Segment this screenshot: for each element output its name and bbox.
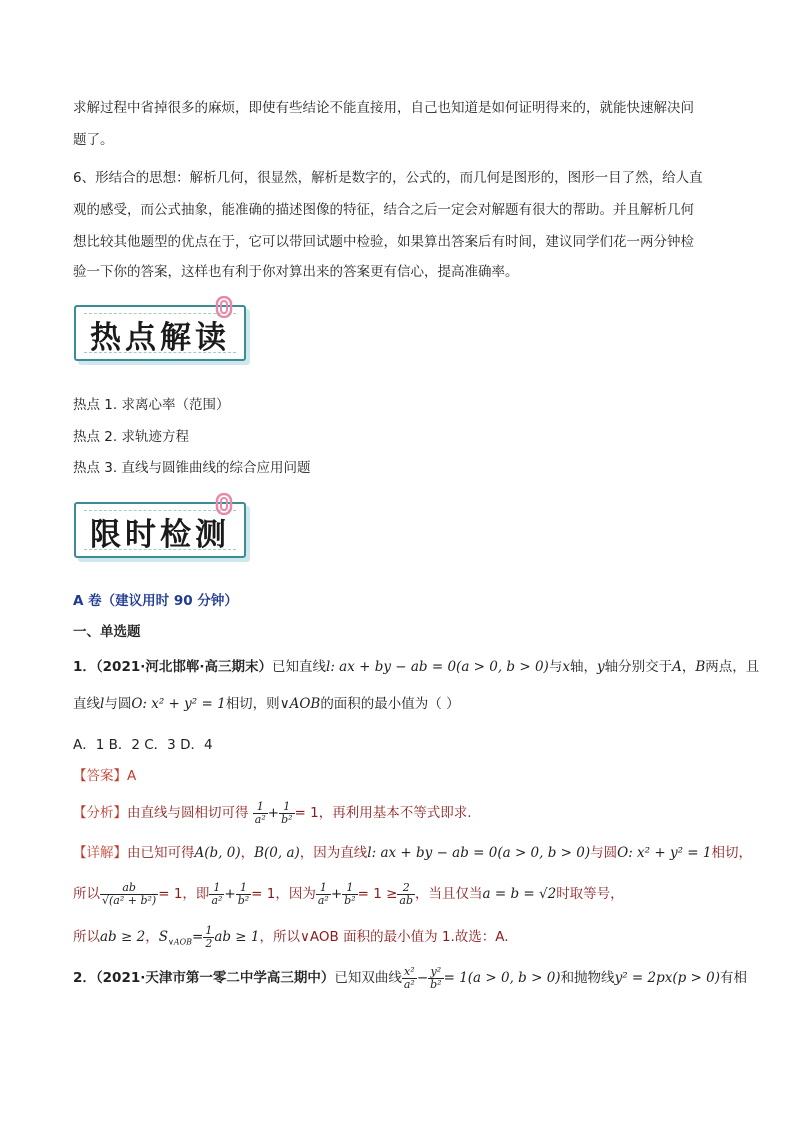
denominator: a² [254,812,266,826]
numerator: 1 [342,882,357,895]
math-expr: l: ax + by − ab = 0(a > 0, b > 0) [326,659,549,675]
stem-text: 与圆 [104,696,132,712]
detail-text: 所以 [73,929,100,945]
math-expr: x [562,659,570,675]
math-expr: B [695,659,706,675]
math-expr: O: x² + y² = 1 [131,696,226,712]
analysis-text: 由直线与圆相切可得 [127,805,249,821]
stem-text: 相切，则 [225,696,280,712]
point6-line-1: 6、形结合的思想：解析几何，很显然，解析是数字的，公式的，而几何是图形的，图形一目了然，给人直 [73,170,703,186]
math-expr: B(0, a) [254,845,300,861]
stem-text: 轴， [569,659,597,675]
denominator: ab [399,893,414,907]
question-number: 1． [73,659,96,675]
stem-text: 轴分别交于 [604,659,673,675]
question-source: （2021·河北邯郸·高三期末） [95,659,272,675]
stem-text: 有相 [720,970,747,986]
detail-tag: 【详解】 [73,845,127,861]
stem-text: 两点，且 [705,659,760,675]
math-expr: y [596,659,605,675]
detail-text: = 1，即 [158,886,210,902]
stem-text: 已知直线 [272,659,326,675]
detail-text: ， [145,929,159,945]
question-2-line-1: 2．（2021·天津市第一零二中学高三期中）已知双曲线 $\frac{\text{x²}}{\text{a²}}$ − $\frac{\text{y²}}{\text{b²}}$ = 1(a > 0, b > 0)和抛物线y² = 2px(p > 0)有相 [73,964,747,991]
math-expr: l [100,696,105,712]
detail-text: ， [240,845,255,861]
math-expr: = 1(a > 0, b > 0) [443,970,561,986]
paperclip-icon [214,296,234,318]
section-banner-hot [74,305,244,361]
detail-line-1 [73,838,752,868]
numerator: 2 [397,882,415,895]
detail-text: = 1，因为 [251,886,316,902]
point6-line-3: 想比较其他题型的优点在于，它可以带回试题中检验，如果算出答案后有时间，建议同学们花一两分钟检 [73,234,694,250]
analysis-line: 【分析】由直线与圆相切可得 $\frac{1}{\text{a²}}$ + $\frac{1}{\text{b²}}$ = 1，再利用基本不等式即求. [73,799,472,826]
detail-text: 时取等号， [556,886,624,902]
paperclip-icon [214,493,234,515]
question-1-options: A．1 B．2 C．3 D．4 [73,737,213,753]
math-expr: ab ≥ 1 [214,929,260,945]
banner-title: 限时检测 [90,517,230,553]
numerator: x² [402,966,417,979]
point6-line-4: 验一下你的答案，这样也有利于你对算出来的答案更有信心，提高准确率。 [73,264,519,280]
denominator: b² [237,893,250,907]
intro-line-1: 求解过程中省掉很多的麻烦，即使有些结论不能直接用，自己也知道是如何证明得来的，就能快速解决问 [73,100,694,116]
section-banner-test [74,502,244,558]
stem-text: 与 [548,659,563,675]
denominator: a² [211,893,223,907]
math-expr: A(b, 0) [194,845,241,861]
math-expr: O: x² + y² = 1 [617,845,712,861]
fraction [236,882,251,907]
analysis-text: = 1，再利用基本不等式即求. [294,805,472,821]
math-expr: ∨AOB [279,696,321,712]
fraction [203,925,214,950]
stem-text: 和抛物线 [560,970,615,986]
denominator: √(a² + b²) [102,893,157,907]
fraction [397,882,415,907]
numerator: 1 [279,801,294,814]
part-heading: 一、单选题 [73,624,141,640]
detail-text: ，所以∨AOB 面积的最小值为 1.故选：A. [259,929,509,945]
detail-text: = 1 ≥ [357,886,398,902]
numerator: 1 [236,882,251,895]
hotspot-item: 热点 2. 求轨迹方程 [73,429,189,445]
denominator: a² [403,977,415,991]
denominator: 2 [205,936,213,950]
numerator: 1 [316,882,331,895]
math-subscript: ∨AOB [167,937,193,947]
question-1-line-1 [73,652,759,682]
detail-line-2: 所以 $\frac{ab}{\text{√(a² + b²)}}$ = 1，即 $\frac{1}{\text{a²}}$ + $\frac{1}{\text{b²}}$ = 1，因为 $\frac{1}{\text{a²}}$ + $\frac{1}{\text{b²}}$ = 1 ≥ $\frac{2}{ab}$ ，当且仅当a = b = √2时取等号， [73,880,624,907]
fraction [253,801,268,826]
answer-line [73,761,136,791]
fraction [402,966,417,991]
question-number: 2． [73,970,96,986]
detail-text: ，当且仅当 [415,886,483,902]
denominator: b² [430,977,442,991]
denominator: b² [344,893,356,907]
stem-text: 的面积的最小值为（ ） [320,696,460,712]
denominator: b² [281,812,293,826]
detail-text: 与圆 [590,845,618,861]
answer-value: A [127,768,137,784]
detail-text: 相切， [711,845,752,861]
detail-text: 所以 [73,886,100,902]
math-expr: = [192,929,204,945]
answer-tag: 【答案】 [73,768,127,784]
point6-line-2: 观的感受，而公式抽象，能准确的描述图像的特征，结合之后一定会对解题有很大的帮助。并且解析几何 [73,202,694,218]
math-expr: S [158,929,168,945]
numerator: 1 [209,882,224,895]
fraction [279,801,294,826]
hotspot-item: 热点 1. 求离心率（范围） [73,397,230,413]
detail-text: ，因为直线 [299,845,368,861]
math-expr: l: ax + by − ab = 0(a > 0, b > 0) [367,845,591,861]
intro-line-2: 题了。 [73,132,114,148]
question-1-line-2 [73,689,460,719]
hotspot-item: 热点 3. 直线与圆锥曲线的综合应用问题 [73,460,311,476]
banner-title: 热点解读 [90,320,230,356]
detail-text: 由已知可得 [127,845,195,861]
math-expr: y² = 2px(p > 0) [614,970,720,986]
question-source: （2021·天津市第一零二中学高三期中） [95,970,335,986]
denominator: a² [317,893,329,907]
stem-text: 已知双曲线 [334,970,402,986]
volume-heading: A 卷（建议用时 90 分钟） [73,593,238,609]
fraction [100,882,158,907]
fraction [428,966,443,991]
analysis-tag: 【分析】 [73,805,127,821]
numerator: 1 [205,923,213,937]
numerator: 1 [253,801,268,814]
math-expr: A [672,659,682,675]
fraction [342,882,357,907]
math-expr: ab ≥ 2 [100,929,146,945]
stem-text: 直线 [73,696,100,712]
fraction [209,882,224,907]
fraction [316,882,331,907]
math-expr: a = b = √2 [482,886,557,902]
detail-line-3 [73,922,509,958]
numerator: ab [100,882,158,895]
stem-text: ， [681,659,696,675]
numerator: y² [428,966,443,979]
